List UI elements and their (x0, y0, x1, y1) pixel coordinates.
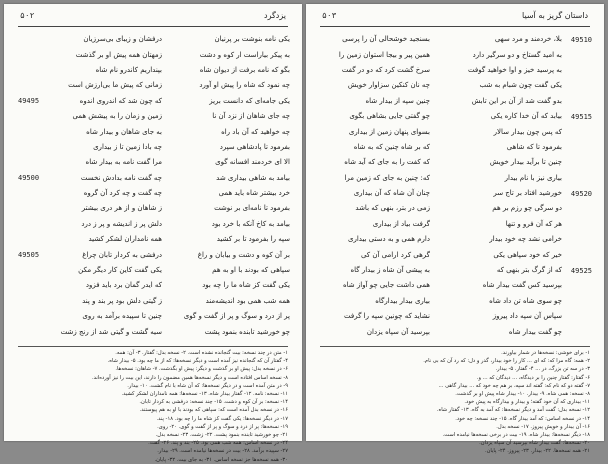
verse-line (318, 201, 592, 216)
hemistich-second (54, 188, 162, 199)
verse-number: 49510 (570, 35, 592, 44)
verse-line (318, 247, 592, 262)
header-rule (18, 26, 288, 27)
hemistich-text: که ایدر گمان برد باید فزود (85, 281, 162, 290)
running-head: داستان گریز به آسیا (522, 11, 588, 20)
hemistich-second (318, 80, 430, 91)
hemistich-second (54, 311, 162, 322)
verse-number: 49525 (570, 266, 592, 275)
hemistich-first (450, 80, 562, 91)
verse-line (318, 232, 592, 247)
hemistich-text: بیاری نیز با نام بیدار (504, 173, 562, 182)
verse-line (16, 247, 290, 262)
footnotes (18, 349, 288, 464)
verse-number: 49505 (18, 251, 40, 260)
hemistich-second (54, 219, 162, 230)
running-head: یزدگرد (264, 11, 286, 20)
hemistich-text: چنان آن شاه که آن بیداری (353, 189, 430, 198)
hemistich-second (318, 127, 430, 138)
verse-line (16, 171, 290, 186)
hemistich-text: ز گیتی دلش بود پر بند و پند (82, 296, 162, 305)
footnotes (320, 349, 590, 456)
verse-line (318, 278, 592, 293)
hemistich-second (54, 203, 162, 214)
hemistich-second (54, 296, 162, 307)
hemistich-first (450, 203, 562, 214)
hemistich-text: بسوای پنهان زمین از بیداری (348, 127, 430, 136)
hemistich-text: سرخ گشت کرد که دو در گفت (341, 65, 430, 74)
hemistich-text: دلش پر ز اندیشه و پر ز درد (81, 219, 162, 228)
hemistich-text: زمین و زمان را به پیشش همی (72, 112, 162, 121)
hemistich-second (54, 34, 162, 45)
hemistich-text: خرامی نشد چه خود بیدار (489, 235, 562, 244)
page-number: ۵۰۲ (20, 11, 35, 20)
hemistich-text: دارم همی و به دستی بیداری (347, 235, 430, 244)
hemistich-text: زمی در بتر، بنهی که باشد (355, 204, 430, 213)
hemistich-text: مرا گفت نامه به بیدار شاه (85, 158, 162, 167)
hemistich-first (450, 111, 562, 122)
hemistich-text: چه گفت و چه کرد آن گروه (83, 189, 162, 198)
hemistich-first (450, 50, 562, 61)
hemistich-text: زمهتان همه پیش او بر گذشت (75, 50, 162, 59)
hemistich-first (182, 280, 290, 291)
hemistich-second (318, 65, 430, 76)
hemistich-text: سیه گشت و گیتی شد از رنج زشت (60, 327, 162, 336)
hemistich-text: بپنداریم کاندرو نام شاه (95, 65, 162, 74)
hemistich-text: سپاس آن سپه داد پیروز (492, 312, 562, 321)
verse-line (16, 78, 290, 93)
footnote: ۱۸- دیگر نسخه‌ها: بیدار شاه. ۱۹- بیت در برخی نسخه‌ها نیامده است. (442, 432, 590, 439)
verse-line (318, 109, 592, 124)
page-header (20, 11, 286, 20)
footnote: ۲۷- سپیده برآمد. ۲۸- بیت در نسخه‌ها نیامده است. ۲۹- بیدار. (157, 448, 288, 455)
hemistich-text: بیامد به شاهی بیداری شد (216, 173, 290, 182)
hemistich-text: چو خورشید تابنده بنمود پشت (204, 327, 290, 336)
hemistich-text: بفرمود تا که شاهی (506, 142, 562, 151)
verse-line (16, 109, 290, 124)
hemistich-text: که از گرگ بتر بنهی که (496, 266, 562, 275)
hemistich-text: دو سرگی چو رزم بر هم (492, 204, 562, 213)
verse-line (318, 140, 592, 155)
hemistich-first (450, 219, 562, 230)
hemistich-text: گرهی کرد ارامی آن کی (360, 250, 430, 259)
footnote: ۶- در نسخه بدل: پیش او بر گذشت و دیگر: پیش او بگذشت. ۷- شاهان: نسخه‌ها. (115, 366, 288, 373)
footnote: ۲- همه: گاه مرا که: که ای ... کار را خود بیدار، گذر و دل: که رد آن که بی نام. (423, 358, 590, 365)
hemistich-text: به پیکر بیاراست ار کوه و دشت (199, 50, 290, 59)
hemistich-first (182, 234, 290, 245)
hemistich-text: یکی نامه بنوشت بر پرنیان (214, 35, 290, 44)
footnote: ۴- گفتار آن که گنجانده نیز آمده است و دیگر نسخه‌ها: که از ما چه بود. ۵- بیدار شاه. (107, 358, 288, 365)
hemistich-second (54, 80, 162, 91)
hemistich-first (450, 234, 562, 245)
verse-line (318, 171, 592, 186)
hemistich-first (450, 34, 562, 45)
verse-line (16, 232, 290, 247)
verse-number: 49495 (18, 97, 40, 106)
hemistich-text: بگو که نامه برفت از دیوان شاه (199, 65, 290, 74)
hemistich-first (450, 127, 562, 138)
verse-line (318, 78, 592, 93)
hemistich-first (450, 280, 562, 291)
hemistich-second (54, 50, 162, 61)
hemistich-first (182, 296, 290, 307)
hemistich-text: چنین سپه از بیدار شاه (365, 96, 430, 105)
hemistich-second (318, 111, 430, 122)
hemistich-first (450, 157, 562, 168)
verse-line (318, 324, 592, 339)
footnote: ۷- گفته دو که نام که: گفته اند سپه، بر هم چه خود که ... بیدار گاهی ... (438, 382, 590, 389)
hemistich-text: که بر شاه چنین که به شاه (353, 142, 430, 151)
hemistich-text: سپاهی که بودند با او به هم (212, 266, 290, 275)
footnote: ۲۰- نسخه‌ها: گفت بیدار شاه بپرسید آن سپاه یزدان. (479, 440, 590, 447)
hemistich-first (450, 173, 562, 184)
page-number: ۵۰۳ (322, 11, 337, 20)
verse-line (318, 32, 592, 47)
hemistich-first (182, 250, 290, 261)
hemistich-text: بیامد به کاخ آنکه با خرد بود (211, 219, 290, 228)
hemistich-second (318, 34, 430, 45)
hemistich-second (54, 327, 162, 338)
hemistich-text: یکی جامه‌ای که دانست بریز (209, 96, 290, 105)
header-rule (320, 26, 590, 27)
footnote: ۱۴- در نسخه اساس: که آمد بیدار گاه. ۱۵- چند نسخه: چه خود. (455, 415, 590, 422)
hemistich-text: گرفت بیاد از بیداری (372, 219, 430, 228)
footnote: ۸- نسخه اساس افتاده است و دیگر نسخه‌ها همین مضمون را دارند، این بیت را نیز آورده‌اند. (92, 374, 288, 381)
hemistich-first (182, 96, 290, 107)
hemistich-first (450, 188, 562, 199)
hemistich-first (182, 34, 290, 45)
footnote: ۱- متن در چند نسخه: بیت گنجانده نشده است. ۲- نسخه بدل: گفتار. ۳- آن: همه. (115, 350, 288, 356)
hemistich-second (54, 157, 162, 168)
hemistich-text: خورشید افتاد بر تاج سر (493, 189, 562, 198)
hemistich-first (182, 203, 290, 214)
footnote: ۳- در سه تن بزرگ، در ... ۴- گفتار. ۵- بیدار. (495, 366, 590, 373)
hemistich-first (450, 65, 562, 76)
hemistich-first (182, 65, 290, 76)
verse-line (318, 94, 592, 109)
hemistich-text: بپرسید آن سپاه یزدان (366, 327, 430, 336)
hemistich-second (318, 96, 430, 107)
hemistich-second (54, 111, 162, 122)
hemistich-second (318, 173, 430, 184)
hemistich-first (450, 296, 562, 307)
footnote: ۸- نسخه: همی شاه. ۹- بیدار. ۱۰- بیدار شاه پیش او بر گذشت. (455, 391, 590, 398)
hemistich-second (318, 250, 430, 261)
footnote: ۱۱- نسخه: نامه. ۱۲- گفتار بیدار شاه. ۱۳- نسخه‌ها: همه نامداران لشکر کشید. (121, 391, 288, 398)
hemistich-text: چو سوی شاه تن داد شاه (489, 296, 562, 305)
footnote: ۲۱- همه نسخه‌ها. ۲۲- بیدار. ۲۳- پیروز. ۲۴- پایان. (484, 448, 590, 455)
hemistich-first (182, 50, 290, 61)
hemistich-text: ز شاهان و از هر دری بیشتر (81, 204, 162, 213)
hemistich-text: پر از درد و سوگ و پر از گفت و گوی (183, 312, 290, 321)
hemistich-text: یکی گفت کز شاه ما را چه بود (202, 281, 290, 290)
hemistich-text: همه شب همی بود اندیشه‌مند (205, 296, 290, 305)
verse-line (16, 47, 290, 62)
hemistich-text: خیر که خود سپاهی یکی (493, 250, 562, 259)
verse-line (16, 140, 290, 155)
verse-line (16, 155, 290, 170)
hemistich-second (318, 280, 430, 291)
hemistich-second (318, 142, 430, 153)
verse-line (318, 263, 592, 278)
hemistich-second (54, 173, 162, 184)
footnote: ۹- در متن آمده است و در دیگر نسخه‌ها: که آن شاه با نام گشت. ۱۰- بیدار. (127, 382, 288, 389)
footnote: ۱۲- نسخه بدل: گفت آمد و دیگر نسخه‌ها: که آمد به گاه. ۱۳- گفتار شاه. (436, 407, 590, 414)
hemistich-text: بیابد که آن خدا کاره یکی (490, 112, 562, 121)
verse-line (16, 186, 290, 201)
hemistich-second (54, 250, 162, 261)
page-header (322, 11, 588, 20)
verse-line (16, 124, 290, 139)
hemistich-first (450, 250, 562, 261)
footnote: ۱۱- بیداری که آن خود گفته؛ و بیدار و بیدارگاه به پیش خود. (464, 399, 590, 406)
verse-line (16, 217, 290, 232)
hemistich-text: به پرسید خیز و اوا خواهید گوفت (467, 65, 562, 74)
verse-line (318, 124, 592, 139)
hemistich-second (318, 311, 430, 322)
footnote: ۶- گفتار: گفتار چنین را بر دیدگاه، ... دیدگان که ... و. (476, 374, 590, 381)
hemistich-second (54, 234, 162, 245)
hemistich-second (54, 265, 162, 276)
verse-line (318, 63, 592, 78)
hemistich-text: چه خواهید که آن باد راه (221, 127, 290, 136)
hemistich-text: یکی گفت کاین کار دیگر مکن (78, 266, 162, 275)
footnote: ۲۴- در نسخه اساس: همه شب همی بود. ۲۵- بند و پند. ۲۶- گفت. (148, 440, 288, 447)
hemistich-text: الا ای خردمند افسانه گوی (215, 158, 290, 167)
hemistich-text: بر آن کوه و دشت و بیابان و راغ (197, 250, 290, 259)
hemistich-second (318, 157, 430, 168)
hemistich-text: بلا، خردمند و مرد سهی (494, 35, 562, 44)
hemistich-first (182, 142, 290, 153)
footnote: ۱۴- نسخه: بر آن کوه و دشت. ۱۵- چند نسخه: درفشی به کردار تابان. (139, 399, 288, 406)
verse-line (16, 263, 290, 278)
hemistich-second (54, 280, 162, 291)
left-page (4, 4, 302, 463)
hemistich-first (450, 327, 562, 338)
hemistich-text: یکی گفت چون شبام به شب (479, 81, 562, 90)
hemistich-text: که چون شد که اندروی اندوه (79, 96, 162, 105)
hemistich-second (318, 265, 430, 276)
hemistich-text: که: چنین به جای که زمین مرا (344, 173, 430, 182)
footnote: ۳۰- همه نسخه‌ها جز نسخه اساس. ۳۱- به جای بیت. ۳۲- پایان. (154, 456, 288, 463)
hemistich-first (182, 157, 290, 168)
verse-line (318, 217, 592, 232)
hemistich-second (54, 142, 162, 153)
verse-line (16, 309, 290, 324)
footnote: ۱- برای خوشی: نسخه‌ها در شمار بیاورند. (501, 350, 590, 356)
hemistich-text: بسنجید خوشحالی آن را پرسی (342, 35, 430, 44)
hemistich-second (54, 65, 162, 76)
verse-block (16, 32, 290, 340)
hemistich-first (450, 96, 562, 107)
verse-line (318, 47, 592, 62)
hemistich-second (54, 127, 162, 138)
hemistich-text: که کفت را به جای که آید شاه (344, 158, 430, 167)
hemistich-text: چنین تا سپیده برآمد به روی (82, 312, 162, 321)
hemistich-text: همی داشت جایی چو آواز شاه (342, 281, 430, 290)
hemistich-first (182, 111, 290, 122)
right-page (306, 4, 604, 455)
hemistich-text: بفرمود تا پادشاهی سپرد (219, 142, 290, 151)
hemistich-first (450, 265, 562, 276)
verse-line (16, 201, 290, 216)
hemistich-first (182, 188, 290, 199)
hemistich-text: سپه را بفرمود تا بر کشید (216, 235, 290, 244)
hemistich-second (318, 327, 430, 338)
hemistich-first (450, 142, 562, 153)
hemistich-text: چه نان کنکین سزاوار خویش (347, 81, 430, 90)
hemistich-text: چو گفتی جایی بشاهی بگوی (349, 112, 430, 121)
footnote: ۱۶- در نسخه بدل آمده است که: سپاهی که بودند با او به هم پیوستند. (139, 407, 288, 414)
verse-line (16, 32, 290, 47)
hemistich-first (182, 311, 290, 322)
hemistich-text: زمانی که پیش ما بی‌ارزش است (68, 81, 162, 90)
hemistich-first (182, 219, 290, 230)
hemistich-first (450, 311, 562, 322)
hemistich-second (318, 219, 430, 230)
hemistich-text: چو گفت بیدار شاه (508, 327, 562, 336)
hemistich-second (318, 234, 430, 245)
hemistich-second (318, 203, 430, 214)
verse-line (318, 309, 592, 324)
hemistich-text: درفشان و زیبای بی‌سرزیان (83, 35, 162, 44)
footnote-rule (18, 346, 288, 347)
hemistich-text: هر که آن فرو و تنها (505, 219, 562, 228)
hemistich-text: درفشی به کردار تابان چراغ (82, 250, 162, 259)
hemistich-text: به جای شاهان و بیدار شاه (86, 127, 162, 136)
hemistich-text: به پیشی آن شاه ز بیدار گاه (350, 266, 430, 275)
verse-line (16, 324, 290, 339)
hemistich-second (318, 188, 430, 199)
footnote: ۱۶- آن بیدار و خویش پیروز. ۱۷- نسخه بدل. (496, 423, 590, 430)
hemistich-first (182, 327, 290, 338)
hemistich-text: بیاری بیدار بیدارگاه (375, 296, 430, 305)
hemistich-first (182, 265, 290, 276)
footnote-rule (320, 346, 590, 347)
verse-number: 49500 (18, 174, 40, 183)
hemistich-text: بفرمود تا نامه‌ای بر نوشت (214, 204, 290, 213)
verse-block (318, 32, 592, 340)
hemistich-first (182, 173, 290, 184)
hemistich-text: همین پیر و بیجا استوان زمین را (338, 50, 430, 59)
hemistich-text: چه گفت نامه بدادش نخست (80, 173, 162, 182)
verse-line (16, 294, 290, 309)
hemistich-text: بدو گفت شد از آن بر این تابش (471, 96, 562, 105)
footnote: ۲۱- چو خورشید تابنده بنمود پشت. ۲۲- زشت. ۲۳- نسخه بدل. (155, 432, 288, 439)
hemistich-text: که پس چون بیدار سالار (493, 127, 562, 136)
verse-line (16, 94, 290, 109)
hemistich-text: خرد بیشتر شاه باید همی (218, 189, 290, 198)
verse-number: 49515 (570, 112, 592, 121)
book-spread (4, 4, 604, 463)
verse-line (318, 186, 592, 201)
hemistich-second (318, 50, 430, 61)
hemistich-text: چنین تا برآید بیدار خویش (489, 158, 562, 167)
hemistich-second (318, 296, 430, 307)
hemistich-text: به امید گستاخ و دو سرگیر دارد (472, 50, 562, 59)
footnote: ۱۹- نسخه‌ها: پر از درد و سوگ و پر از گفت و گوی. ۲۰- روی. (157, 423, 288, 430)
hemistich-text: بپرسید کس گفت بیدار شاه (482, 281, 562, 290)
hemistich-text: نشاید که چونین سپه را گرفت (344, 312, 430, 321)
footnote: ۱۷- در دیگر نسخه‌ها: یکی گفت کز شاه ما را چه بود. ۱۸- پند. (156, 415, 288, 422)
verse-line (16, 63, 290, 78)
hemistich-first (182, 127, 290, 138)
hemistich-text: چه نمود که شاه را پیش او آورد (199, 81, 290, 90)
hemistich-text: چه بادا زمین تا ز بیداری (93, 142, 162, 151)
hemistich-second (54, 96, 162, 107)
verse-line (318, 294, 592, 309)
verse-line (318, 155, 592, 170)
hemistich-first (182, 80, 290, 91)
hemistich-text: همه نامداران لشکر کشید (88, 235, 162, 244)
hemistich-text: چه جای شاهان از نزد آن نا (212, 112, 290, 121)
verse-line (16, 278, 290, 293)
verse-number: 49520 (570, 189, 592, 198)
